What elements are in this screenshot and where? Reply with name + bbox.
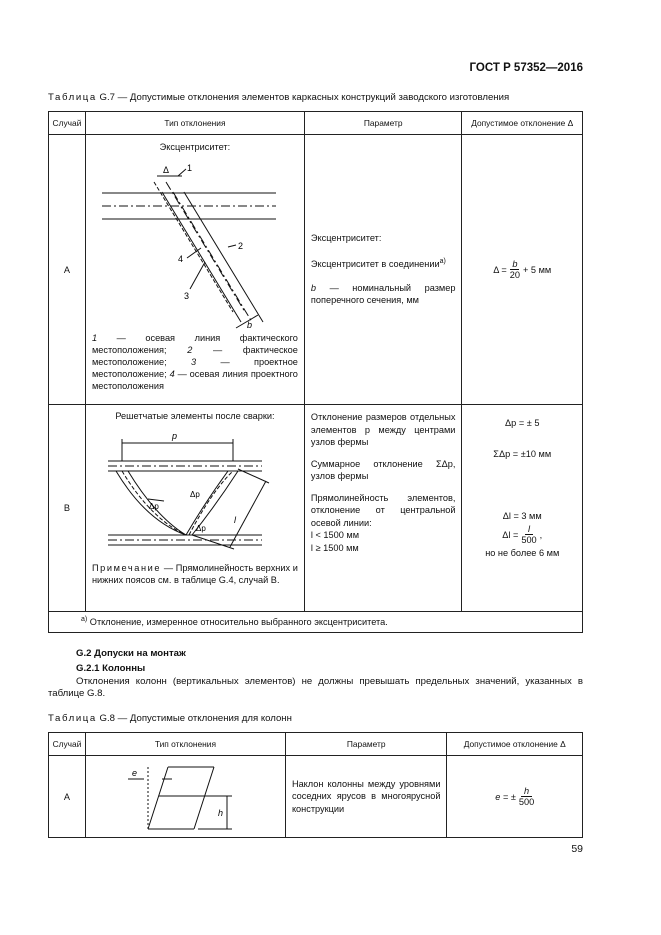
col-header-case: Случай: [49, 112, 86, 135]
lattice-figure: [86, 421, 303, 556]
table-row-b: [49, 405, 583, 612]
tolerance-sum: ΣΔp = ±10 мм: [493, 449, 552, 459]
param-cell: [304, 135, 462, 405]
label-p: p: [171, 431, 177, 441]
label-4: 4: [177, 254, 183, 264]
caption-label: Таблица: [48, 713, 97, 724]
footnote-row: [49, 612, 583, 633]
col-header-type: Тип отклонения: [85, 733, 285, 756]
col-header-param: Параметр: [304, 112, 462, 135]
table-row-a: [49, 756, 583, 838]
table-g8-caption: [48, 713, 292, 724]
label-e: e: [131, 767, 137, 778]
section-g21-text: Отклонения колонн (вертикальных элементов) не должны превышать предельных значений, указанных в таблице G.8.: [48, 676, 583, 699]
tolerance-max: но не более 6 мм: [485, 548, 560, 558]
table-row-a: [49, 135, 583, 405]
figure-title: Решетчатые элементы после сварки:: [115, 411, 275, 421]
label-3: 3: [183, 291, 189, 301]
table-g7-caption: [48, 92, 509, 103]
tolerance-cell: [447, 756, 583, 838]
case-cell: А: [49, 756, 86, 838]
table-g7: [48, 111, 583, 633]
tolerance-p: Δp = ± 5: [505, 418, 540, 428]
type-cell: [85, 405, 304, 612]
label-delta: Δ: [162, 165, 169, 175]
param-straightness: Прямолинейность элементов, отклонение от центральной осевой линии:: [310, 492, 456, 528]
caption-label: Таблица: [48, 92, 97, 103]
figure-note: Примечание — Прямолинейность верхних и нижних поясов см. в таблице G.4, случай В.: [91, 563, 298, 585]
label-l: l: [233, 515, 236, 525]
label-delta-p-2: Δp: [189, 490, 200, 499]
col-header-case: Случай: [49, 733, 86, 756]
document-code: ГОСТ Р 57352—2016: [469, 62, 583, 74]
param-b: b — номинальный размер поперечного сечения, мм: [310, 282, 456, 306]
type-cell: [85, 135, 304, 405]
label-b: b: [246, 320, 252, 330]
tolerance-l-small: Δl = 3 мм: [502, 511, 542, 521]
param-cell: Наклон колонны между уровнями соседних ярусов в многоярусной конструкции: [285, 756, 447, 838]
column-tilt-figure: [86, 757, 284, 837]
param-l-small: l < 1500 мм: [310, 530, 360, 540]
figure-legend: 1 — осевая линия фактического местоположения; 2 — фактическое местоположение; 3 — проектное местоположение; 4 — осевая линия проектного местоположения: [91, 333, 298, 391]
param-cell: [304, 405, 462, 612]
label-h: h: [217, 807, 223, 818]
label-delta-p-1: Δp: [148, 502, 159, 511]
formula-eccentricity: Δ = $\frac{b}{20}$ + 5 мм: [493, 259, 552, 280]
tolerance-l-large: Δl = $\frac{l}{500}$ ,: [502, 524, 543, 545]
table-g8: [48, 732, 583, 838]
param-l-large: l ≥ 1500 мм: [310, 542, 359, 553]
table-header-row: [49, 733, 583, 756]
caption-text: G.7 — Допустимые отклонения элементов каркасных конструкций заводского изготовления: [99, 92, 510, 103]
label-2: 2: [237, 241, 243, 251]
formula-tilt: e = ± $\frac{h}{500}$: [495, 786, 535, 807]
col-header-tolerance: Допустимое отклонение Δ: [447, 733, 583, 756]
param-eccentricity: Эксцентриситет:: [310, 233, 382, 244]
type-cell: [85, 756, 285, 838]
param-element-size: Отклонение размеров отдельных элементов p между центрами узлов фермы: [310, 412, 456, 447]
label-1: 1: [186, 163, 192, 173]
param-total: Суммарное отклонение ΣΔp, узлов фермы: [310, 458, 456, 481]
label-delta-p-3: Δp: [195, 524, 206, 533]
tolerance-cell: [462, 405, 583, 612]
figure-title: Эксцентриситет:: [159, 142, 231, 152]
section-g2-title: G.2 Допуски на монтаж: [76, 648, 186, 659]
case-cell: В: [49, 405, 86, 612]
caption-text: G.8 — Допустимые отклонения для колонн: [99, 713, 292, 724]
param-joint: Эксцентриситет в соединении$^{a)}$: [310, 257, 446, 270]
table-header-row: [49, 112, 583, 135]
eccentricity-figure: [86, 152, 303, 330]
page-number: 59: [571, 843, 583, 855]
tolerance-cell: [462, 135, 583, 405]
section-g21-title: G.2.1 Колонны: [76, 663, 146, 674]
col-header-param: Параметр: [285, 733, 447, 756]
col-header-tolerance: Допустимое отклонение Δ: [462, 112, 583, 135]
case-cell: А: [49, 135, 86, 405]
col-header-type: Тип отклонения: [85, 112, 304, 135]
footnote-cell: $^{a)}$ Отклонение, измеренное относительно выбранного эксцентриситета.: [49, 612, 583, 633]
